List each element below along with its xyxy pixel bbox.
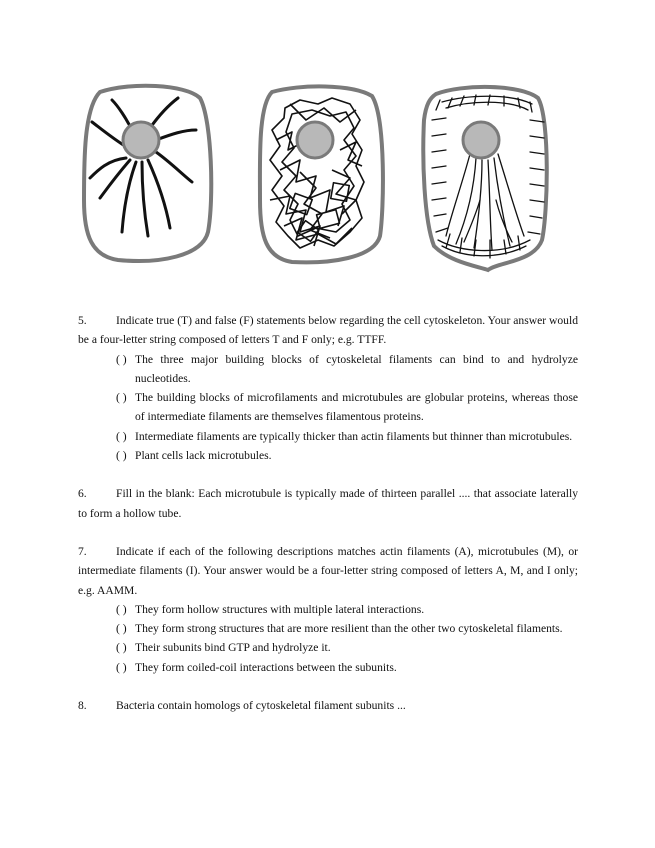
question-text: Fill in the blank: Each microtubule is typically made of thirteen parallel .... that associate laterally to form a hollow tube.	[78, 487, 578, 520]
question-5	[78, 311, 578, 465]
question-6	[78, 484, 578, 523]
question-list	[78, 311, 578, 715]
question-number: 8.	[78, 699, 87, 713]
statement-text: They form coiled-coil interactions between the subunits.	[135, 660, 397, 674]
statement-item	[78, 658, 578, 677]
answer-blank[interactable]: ( )	[116, 660, 127, 674]
statement-list	[78, 350, 578, 466]
filament-network	[270, 98, 364, 248]
answer-blank[interactable]: ( )	[116, 449, 127, 463]
question-number: 5.	[78, 314, 87, 327]
spacer	[78, 523, 578, 542]
question-8	[78, 696, 578, 715]
answer-blank[interactable]: ( )	[116, 641, 127, 655]
statement-item	[78, 638, 578, 657]
radial-filaments	[90, 98, 196, 236]
nucleus	[463, 122, 499, 158]
answer-blank[interactable]: ( )	[116, 429, 127, 443]
statement-item	[78, 388, 578, 427]
statement-text: Intermediate filaments are typically thicker than actin filaments but thinner than microtubules.	[135, 429, 573, 443]
answer-blank[interactable]: ( )	[116, 602, 127, 616]
statement-list	[78, 600, 578, 677]
question-number: 6.	[78, 487, 87, 501]
question-text: Indicate true (T) and false (F) statements below regarding the cell cytoskeleton. Your answer would be a four-letter string composed of letters T and F only; e.g. TTFF.	[78, 314, 578, 347]
spacer	[78, 465, 578, 484]
statement-text: The building blocks of microfilaments and microtubules are globular proteins, whereas those of intermediate filaments are themselves filamentous proteins.	[135, 391, 578, 424]
cell-network-panel	[260, 86, 383, 262]
answer-blank[interactable]: ( )	[116, 622, 127, 636]
cell-radial-panel	[84, 86, 211, 261]
statement-text: They form hollow structures with multiple lateral interactions.	[135, 602, 425, 616]
cortical-filaments	[432, 95, 544, 258]
answer-blank[interactable]: ( )	[116, 391, 127, 405]
question-7	[78, 542, 578, 677]
statement-item	[78, 600, 578, 619]
question-number: 7.	[78, 544, 87, 558]
statement-item	[78, 619, 578, 638]
statement-item	[78, 427, 578, 446]
statement-text: The three major building blocks of cytoskeletal filaments can bind to and hydrolyze nucleotides.	[135, 352, 578, 385]
statement-text: Plant cells lack microtubules.	[135, 449, 272, 463]
statement-text: Their subunits bind GTP and hydrolyze it.	[135, 641, 331, 655]
statement-item	[78, 350, 578, 389]
cell-cortical-panel	[423, 87, 546, 270]
statement-item	[78, 446, 578, 465]
question-text: Bacteria contain homologs of cytoskeletal filament subunits ...	[116, 699, 406, 713]
nucleus	[123, 122, 159, 158]
nucleus	[297, 122, 333, 158]
answer-blank[interactable]: ( )	[116, 352, 127, 366]
question-text: Indicate if each of the following descriptions matches actin filaments (A), microtubules (M), or intermediate filaments (I). Your answer would be a four-letter string composed of letters A, M, and I only; e.g. AAMM.	[78, 544, 578, 597]
cytoskeleton-figure	[0, 0, 655, 290]
spacer	[78, 677, 578, 696]
statement-text: They form strong structures that are more resilient than the other two cytoskeletal filaments.	[135, 622, 563, 636]
